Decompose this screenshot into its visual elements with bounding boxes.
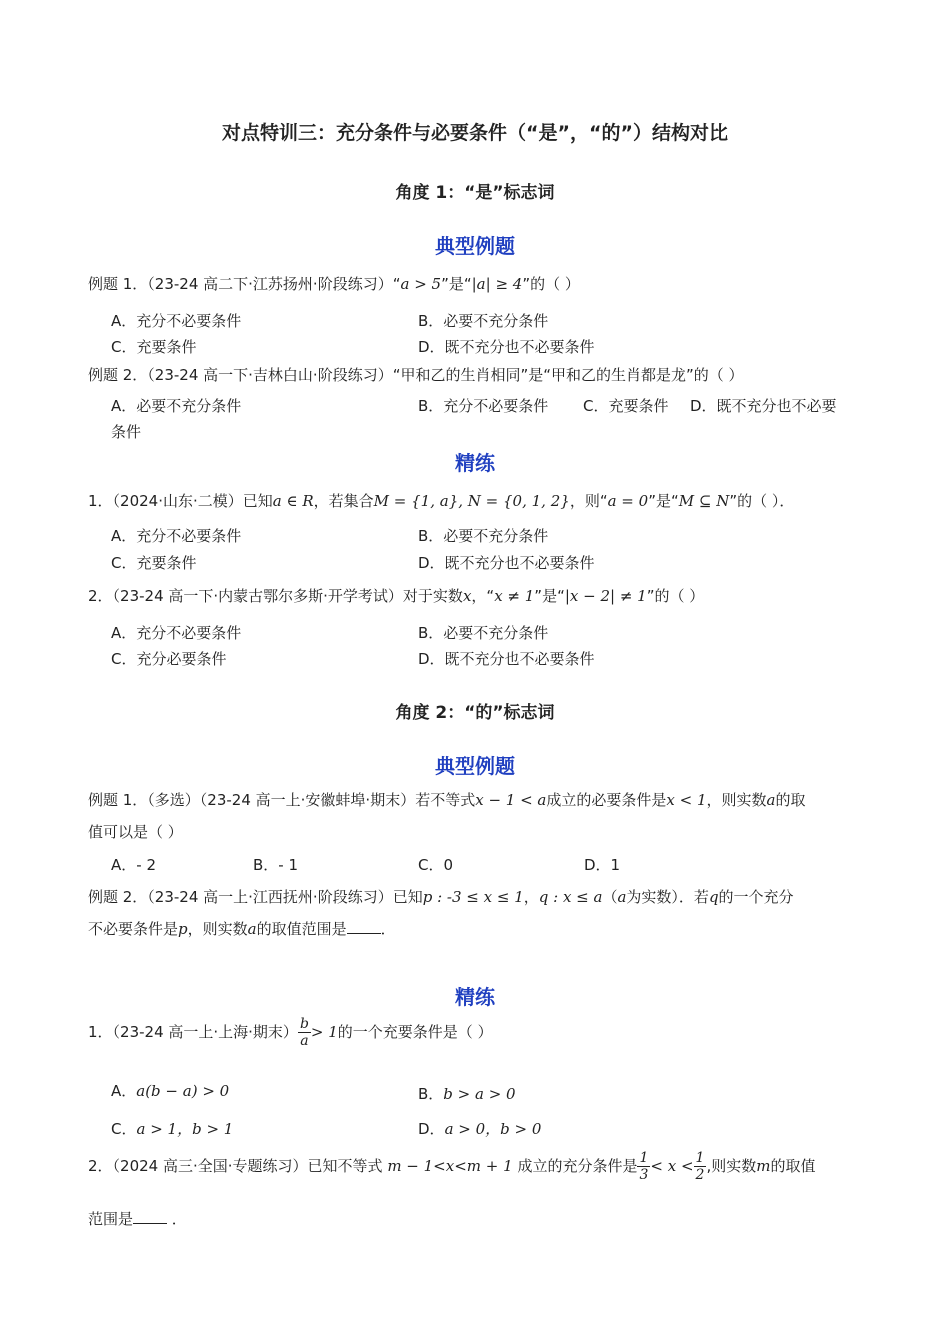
angle1-example2-option-d[interactable]: D．既不充分也不必要 bbox=[690, 397, 837, 415]
angle2-practice1-option-c[interactable]: C．a > 1，b > 1 bbox=[111, 1120, 234, 1138]
angle1-example2-option-d-wrap: 条件 bbox=[111, 423, 142, 441]
angle2-example1-question: 例题 1．（多选）（23-24 高一上·安徽蚌埠·期末）若不等式x − 1 < a成立的必要条件是x < 1，则实数a的取 bbox=[88, 791, 806, 809]
angle1-practice1-question: 1．（2024·山东·二模）已知a ∈ R，若集合M = {1, a}, N = {0, 1, 2}，则“a = 0”是“M ⊆ N”的（ ）． bbox=[88, 492, 795, 510]
angle1-practice2-option-d[interactable]: D．既不充分也不必要条件 bbox=[418, 650, 595, 668]
angle1-example1-option-c[interactable]: C．充要条件 bbox=[111, 338, 197, 356]
angle1-practice1-option-d[interactable]: D．既不充分也不必要条件 bbox=[418, 554, 595, 572]
angle2-example1-option-c[interactable]: C．0 bbox=[418, 856, 454, 874]
angle1-practice2-question: 2．（23-24 高一下·内蒙古鄂尔多斯·开学考试）对于实数x，“x ≠ 1”是“|x − 2| ≠ 1”的（ ） bbox=[88, 587, 705, 605]
angle1-example1-option-d[interactable]: D．既不充分也不必要条件 bbox=[418, 338, 595, 356]
angle2-example1-option-a[interactable]: A．- 2 bbox=[111, 856, 156, 874]
angle2-practice1-option-a[interactable]: A．a(b − a) > 0 bbox=[111, 1082, 230, 1100]
angle1-example1-option-b[interactable]: B．必要不充分条件 bbox=[418, 312, 549, 330]
angle1-example1-option-a[interactable]: A．充分不必要条件 bbox=[111, 312, 242, 330]
angle2-typical-heading: 典型例题 bbox=[435, 754, 515, 778]
angle2-practice1-option-d[interactable]: D．a > 0，b > 0 bbox=[418, 1120, 542, 1138]
angle2-practice2-question-line2: 范围是 ． bbox=[88, 1210, 187, 1228]
angle1-practice2-option-a[interactable]: A．充分不必要条件 bbox=[111, 624, 242, 642]
angle1-practice2-option-c[interactable]: C．充分必要条件 bbox=[111, 650, 227, 668]
angle2-practice2-question: 2．（2024 高三·全国·专题练习）已知不等式 m − 1<x<m + 1 成立的充分条件是 $\frac{1}{3}$ < x < $\frac{1}{2}$ ,则实数m的取值 bbox=[88, 1150, 816, 1183]
fraction-one-half: $\frac{1}{2}$ bbox=[695, 1150, 705, 1183]
answer-blank[interactable] bbox=[347, 919, 381, 934]
angle2-example2-question: 例题 2．（23-24 高一上·江西抚州·阶段练习）已知p : -3 ≤ x ≤ 1，q : x ≤ a（a为实数）．若q的一个充分 bbox=[88, 888, 794, 906]
angle1-example2-option-c[interactable]: C．充要条件 bbox=[583, 397, 669, 415]
angle1-practice1-option-c[interactable]: C．充要条件 bbox=[111, 554, 197, 572]
angle1-example2-option-b[interactable]: B．充分不必要条件 bbox=[418, 397, 549, 415]
fraction-one-third: $\frac{1}{3}$ bbox=[639, 1150, 649, 1183]
angle1-example2-question: 例题 2．（23-24 高一下·吉林白山·阶段练习）“甲和乙的生肖相同”是“甲和乙的生肖都是龙”的（ ） bbox=[88, 366, 744, 384]
answer-blank[interactable] bbox=[133, 1209, 167, 1224]
angle1-typical-heading: 典型例题 bbox=[435, 234, 515, 258]
page-title: 对点特训三：充分条件与必要条件（“是”，“的”）结构对比 bbox=[222, 122, 728, 144]
angle1-practice2-option-b[interactable]: B．必要不充分条件 bbox=[418, 624, 549, 642]
angle2-example1-option-b[interactable]: B．- 1 bbox=[253, 856, 299, 874]
angle2-example1-option-d[interactable]: D．1 bbox=[584, 856, 621, 874]
angle2-practice1-question: 1．（23-24 高一上·上海·期末） $\frac{b}{a}$ > 1的一个充要条件是（ ） bbox=[88, 1016, 493, 1049]
angle1-heading: 角度 1：“是”标志词 bbox=[395, 183, 555, 203]
angle1-example2-option-a[interactable]: A．必要不充分条件 bbox=[111, 397, 242, 415]
angle2-practice1-option-b[interactable]: B．b > a > 0 bbox=[418, 1085, 516, 1103]
angle1-practice-heading: 精练 bbox=[455, 451, 495, 475]
angle1-example1-question: 例题 1．（23-24 高二下·江苏扬州·阶段练习）“a > 5”是“|a| ≥ 4”的（ ） bbox=[88, 275, 580, 293]
fraction-b-over-a: $\frac{b}{a}$ bbox=[299, 1016, 309, 1049]
angle1-practice1-option-a[interactable]: A．充分不必要条件 bbox=[111, 527, 242, 545]
angle1-practice1-option-b[interactable]: B．必要不充分条件 bbox=[418, 527, 549, 545]
angle2-example1-question-line2: 值可以是（ ） bbox=[88, 823, 183, 841]
angle2-practice-heading: 精练 bbox=[455, 985, 495, 1009]
angle2-heading: 角度 2：“的”标志词 bbox=[395, 703, 555, 723]
angle2-example2-question-line2: 不必要条件是p，则实数a的取值范围是 ． bbox=[88, 920, 396, 938]
